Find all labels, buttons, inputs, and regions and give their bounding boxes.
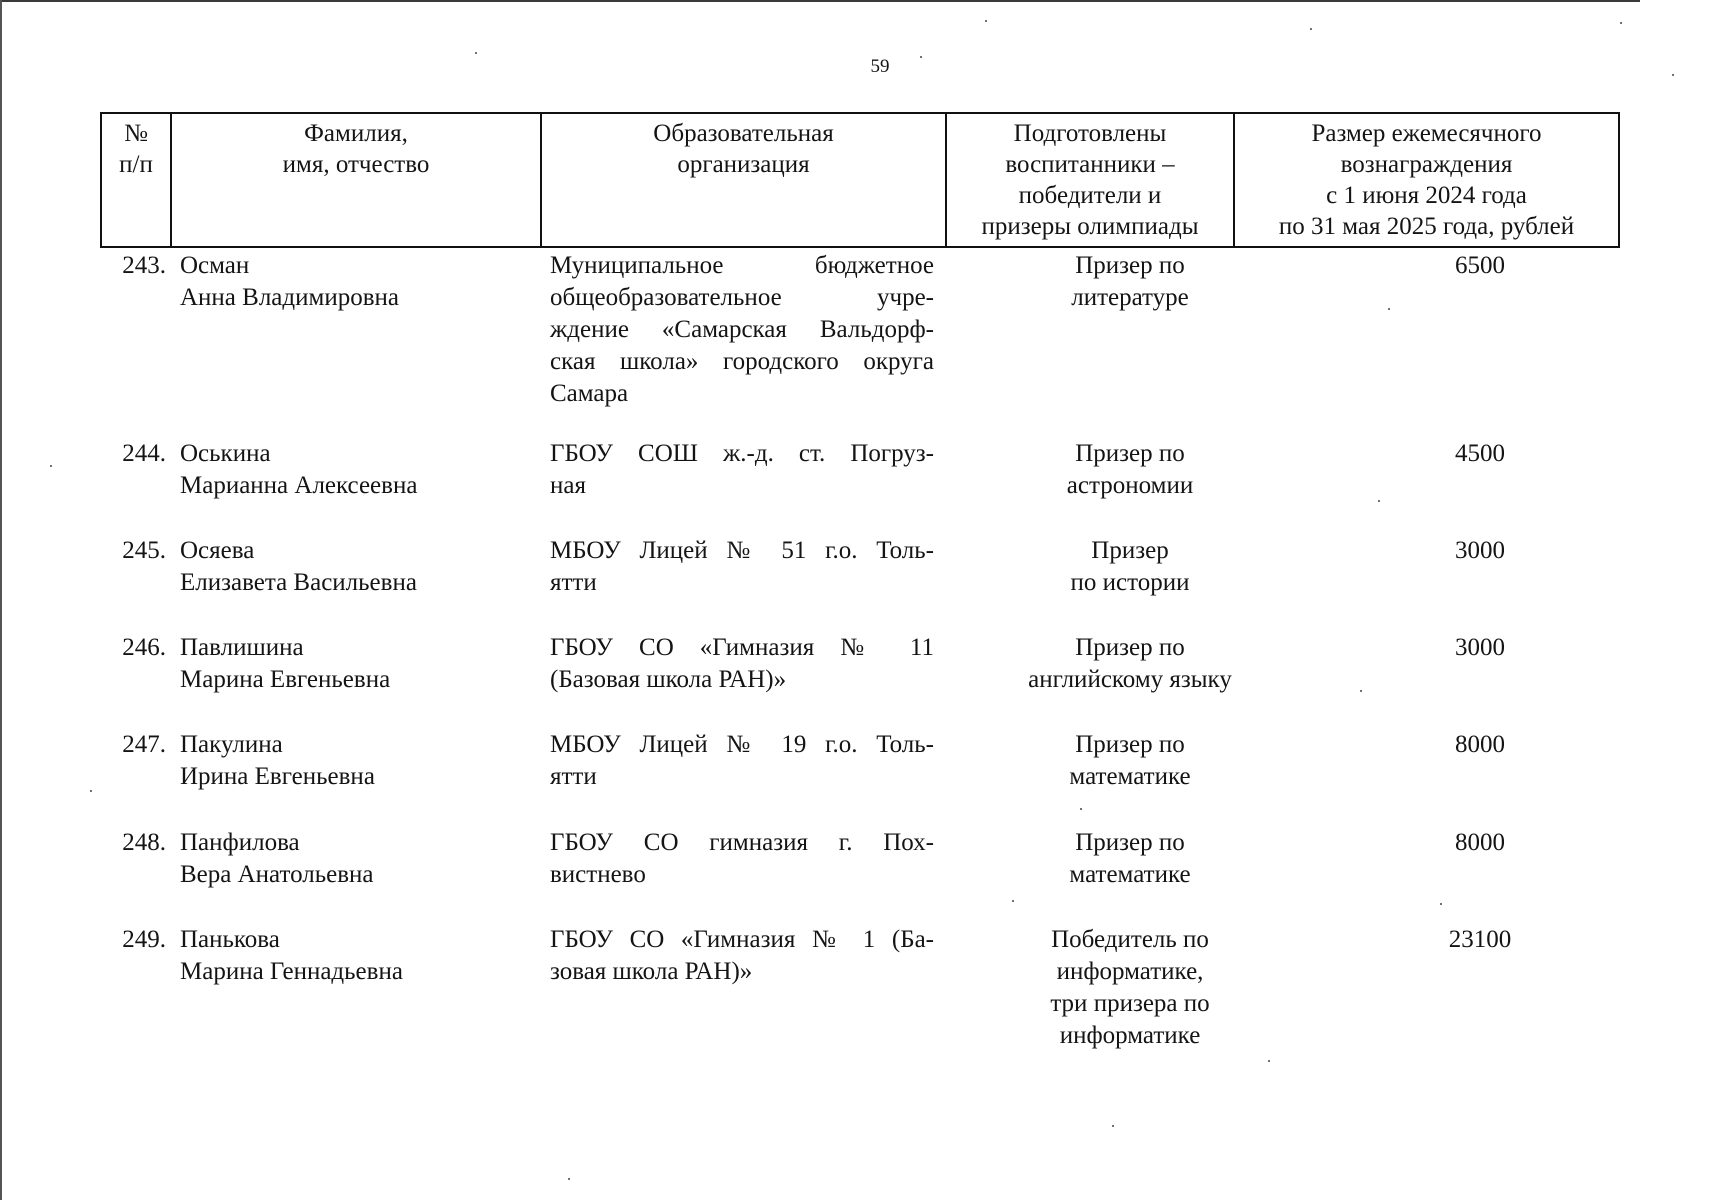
- header-cell-number: [102, 114, 172, 246]
- org-line: Муниципальное бюджетное: [550, 252, 934, 279]
- org-line: ждение «Самарская Вальдорф-: [550, 316, 934, 343]
- surname: Оськина: [180, 440, 271, 467]
- person-name: [180, 250, 540, 314]
- prize-line: Призер по: [1075, 252, 1185, 279]
- row-number: 244.: [122, 440, 166, 467]
- prize-info: [980, 250, 1280, 314]
- prize-info: [980, 827, 1280, 891]
- prize-line: астрономии: [1066, 472, 1194, 499]
- scan-speck: [985, 20, 987, 22]
- org-line: ГБОУ СО «Гимназия № 11: [550, 634, 934, 661]
- prize-info: [980, 438, 1280, 502]
- table-header: [100, 112, 1620, 248]
- surname: Панфилова: [180, 829, 300, 856]
- organization: [550, 438, 934, 502]
- org-line: зовая школа РАН)»: [550, 958, 753, 985]
- scan-speck: [1268, 1060, 1270, 1062]
- organization: [550, 924, 934, 988]
- header-cell-name: [172, 114, 542, 246]
- reward-amount: 23100: [1448, 926, 1512, 953]
- reward-amount: 3000: [1455, 537, 1505, 564]
- given-names: Марина Геннадьевна: [180, 958, 403, 985]
- org-line: МБОУ Лицей № 19 г.о. Толь-: [550, 731, 934, 758]
- prize-line: английскому языку: [1028, 666, 1232, 693]
- scan-speck: [1672, 74, 1674, 76]
- prize-info: [980, 729, 1280, 793]
- header-text: с 1 июня 2024 года: [1326, 182, 1527, 209]
- scan-speck: [1012, 900, 1014, 902]
- prize-line: три призера по: [1050, 990, 1210, 1017]
- org-line: ная: [550, 472, 586, 499]
- org-line: МБОУ Лицей № 51 г.о. Толь-: [550, 537, 934, 564]
- org-line: ятти: [550, 569, 597, 596]
- prize-info: [980, 924, 1280, 1052]
- prize-line: по истории: [1070, 569, 1190, 596]
- scan-speck: [50, 465, 52, 467]
- scan-speck: [1440, 903, 1442, 905]
- given-names: Ирина Евгеньевна: [180, 763, 375, 790]
- scan-edge-left: [0, 0, 2, 1200]
- given-names: Марианна Алексеевна: [180, 472, 418, 499]
- person-name: [180, 438, 540, 502]
- page-number: 59: [870, 56, 890, 77]
- scan-speck: [475, 52, 477, 54]
- reward-amount: 6500: [1455, 252, 1505, 279]
- scan-speck: [1388, 308, 1390, 310]
- prize-line: Призер по: [1075, 440, 1185, 467]
- person-name: [180, 729, 540, 793]
- header-text: имя, отчество: [282, 151, 430, 178]
- row-number: 248.: [122, 829, 166, 856]
- scan-speck: [1310, 28, 1312, 30]
- org-line: ятти: [550, 763, 597, 790]
- org-line: общеобразовательное учре-: [550, 284, 934, 311]
- header-text: Образовательная: [653, 120, 834, 147]
- scan-edge-top: [0, 0, 1640, 2]
- prize-line: Призер по: [1075, 634, 1185, 661]
- header-text: победители и: [1018, 182, 1162, 209]
- header-text: воспитанники –: [1005, 151, 1175, 178]
- header-text: организация: [677, 151, 810, 178]
- scan-speck: [920, 56, 922, 58]
- prize-line: Призер: [1091, 537, 1169, 564]
- prize-line: Победитель по: [1051, 926, 1209, 953]
- header-cell-amount: [1235, 114, 1618, 246]
- person-name: [180, 924, 540, 988]
- header-text: Фамилия,: [304, 120, 408, 147]
- org-line: ГБОУ СО «Гимназия № 1 (Ба-: [550, 926, 934, 953]
- given-names: Елизавета Васильевна: [180, 569, 417, 596]
- row-number: 246.: [122, 634, 166, 661]
- row-number: 247.: [122, 731, 166, 758]
- prize-info: [980, 632, 1280, 696]
- organization: [550, 535, 934, 599]
- org-line: ГБОУ СОШ ж.-д. ст. Погруз-: [550, 440, 934, 467]
- person-name: [180, 535, 540, 599]
- scan-speck: [1112, 1125, 1114, 1127]
- prize-line: математике: [1069, 763, 1191, 790]
- header-cell-prize: [947, 114, 1235, 246]
- scan-speck: [568, 1178, 570, 1180]
- organization: [550, 729, 934, 793]
- row-number: 249.: [122, 926, 166, 953]
- prize-line: Призер по: [1075, 731, 1185, 758]
- organization: [550, 827, 934, 891]
- scan-speck: [1360, 690, 1362, 692]
- prize-line: информатике: [1059, 1022, 1201, 1049]
- header-text: п/п: [119, 151, 153, 178]
- org-line: (Базовая школа РАН)»: [550, 666, 787, 693]
- surname: Осман: [180, 252, 250, 279]
- header-text: №: [124, 120, 148, 147]
- row-number: 245.: [122, 537, 166, 564]
- surname: Павлишина: [180, 634, 304, 661]
- header-cell-organization: [542, 114, 947, 246]
- org-line: ская школа» городского округа: [550, 348, 934, 375]
- org-line: Самара: [550, 380, 629, 407]
- scan-speck: [1080, 808, 1082, 810]
- header-text: Подготовлены: [1013, 120, 1167, 147]
- prize-line: Призер по: [1075, 829, 1185, 856]
- organization: [550, 250, 934, 410]
- prize-line: литературе: [1071, 284, 1189, 311]
- person-name: [180, 827, 540, 891]
- org-line: вистнево: [550, 861, 646, 888]
- scan-speck: [1378, 500, 1380, 502]
- reward-amount: 8000: [1455, 731, 1505, 758]
- surname: Пакулина: [180, 731, 283, 758]
- reward-amount: 8000: [1455, 829, 1505, 856]
- header-text: вознаграждения: [1340, 151, 1513, 178]
- row-number: 243.: [122, 252, 166, 279]
- organization: [550, 632, 934, 696]
- scan-speck: [1620, 22, 1622, 24]
- reward-amount: 3000: [1455, 634, 1505, 661]
- given-names: Анна Владимировна: [180, 284, 399, 311]
- given-names: Вера Анатольевна: [180, 861, 374, 888]
- prize-line: информатике,: [1056, 958, 1204, 985]
- header-text: призеры олимпиады: [981, 213, 1199, 240]
- org-line: ГБОУ СО гимназия г. Пох-: [550, 829, 934, 856]
- given-names: Марина Евгеньевна: [180, 666, 391, 693]
- header-text: по 31 мая 2025 года, рублей: [1278, 213, 1575, 240]
- surname: Панькова: [180, 926, 280, 953]
- scan-speck: [90, 790, 92, 792]
- header-text: Размер ежемесячного: [1311, 120, 1542, 147]
- surname: Осяева: [180, 537, 255, 564]
- prize-info: [980, 535, 1280, 599]
- person-name: [180, 632, 540, 696]
- prize-line: математике: [1069, 861, 1191, 888]
- reward-amount: 4500: [1455, 440, 1505, 467]
